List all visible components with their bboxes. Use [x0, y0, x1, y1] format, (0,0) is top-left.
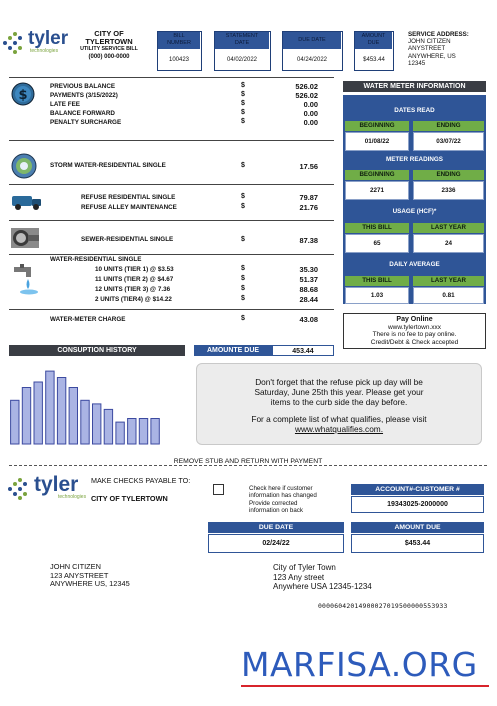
- amount-payments: 526.02: [295, 91, 318, 100]
- history-bar: [57, 378, 65, 445]
- divider: [9, 184, 334, 185]
- usage-last-year-value: 24: [413, 234, 484, 253]
- sewer-pipe-icon: [10, 226, 40, 250]
- meter-info-title: WATER METER INFORMATION: [343, 81, 486, 92]
- charge-penalty-surcharge: PENALTY SURCHARGE: [50, 119, 122, 126]
- charge-storm-water: STORM WATER-RESIDENTIAL SINGLE: [50, 162, 166, 169]
- dollar-sign: $: [241, 118, 245, 125]
- dollar-sign: $: [241, 236, 245, 243]
- charge-meter: WATER-METER CHARGE: [50, 316, 126, 323]
- stub-tyler-logo-text: tyler: [34, 473, 79, 496]
- usage-label: USAGE (HCF)*: [343, 207, 486, 217]
- dollar-sign: $: [241, 275, 245, 282]
- divider: [9, 254, 334, 255]
- address-change-checkbox[interactable]: [213, 484, 224, 495]
- history-bar: [139, 419, 147, 445]
- water-tier-2: 11 UNITS (TIER 2) @ $4.67: [95, 276, 174, 283]
- dollar-sign: $: [241, 193, 245, 200]
- stub-instruction: REMOVE STUB AND RETURN WITH PAYMENT: [173, 458, 323, 465]
- checks-payee: CITY OF TYLERTOWN: [91, 494, 168, 503]
- amount-water-tier-1: 35.30: [299, 265, 318, 274]
- consumption-history-title: CONSUPTION HISTORY: [9, 345, 185, 356]
- dollar-sign: $: [241, 203, 245, 210]
- reading-ending-value: 2336: [413, 181, 484, 200]
- due-date-label: DUE DATE: [283, 32, 341, 49]
- water-tier-4: 2 UNITS (TIER4) @ $14.22: [95, 296, 172, 303]
- city-line-3: UTILITY SERVICE BILL: [80, 46, 138, 52]
- divider: [9, 140, 334, 141]
- account-number-value: 19343025-2000000: [351, 496, 484, 513]
- notice-line-2: Saturday, June 25th this year. Please get your: [254, 387, 424, 397]
- tyler-logo: [3, 30, 73, 56]
- bill-number-label: BILL NUMBER: [158, 32, 200, 49]
- charges-top-rule: [9, 77, 334, 78]
- history-bar: [46, 371, 54, 444]
- readings-beginning-label: BEGINNING: [345, 170, 409, 180]
- date-ending-value: 03/07/22: [413, 132, 484, 151]
- statement-date-value: 04/02/2022: [226, 57, 258, 63]
- svg-text:$: $: [18, 88, 28, 103]
- amount-water-tier-3: 88.68: [299, 285, 318, 294]
- daily-this-bill-label: THIS BILL: [345, 276, 409, 286]
- daily-this-bill-value: 1.03: [345, 287, 409, 304]
- history-bar: [11, 400, 19, 444]
- stub-amount-due-label: AMOUNT DUE: [351, 522, 484, 533]
- history-bar: [93, 404, 101, 444]
- watermark-underline: [241, 685, 489, 687]
- dollar-sign: $: [241, 91, 245, 98]
- amount-storm-water: 17.56: [299, 162, 318, 171]
- water-faucet-icon: [10, 263, 40, 295]
- dollar-sign: $: [241, 162, 245, 169]
- daily-last-year-label: LAST YEAR: [413, 276, 484, 286]
- tear-line: [9, 465, 487, 466]
- tyler-logo-sub: technologies: [30, 48, 59, 54]
- dates-read-label: DATES READ: [343, 106, 486, 116]
- charge-balance-forward: BALANCE FORWARD: [50, 110, 115, 117]
- daily-average-label: DAILY AVERAGE: [343, 260, 486, 270]
- history-bar: [22, 388, 30, 445]
- city-line-2: TYLERTOWN: [85, 37, 133, 46]
- notice-box: [196, 363, 482, 445]
- pay-online-box: [343, 313, 486, 349]
- meter-readings-label: METER READINGS: [343, 155, 486, 165]
- water-section-title: WATER-RESIDENTIAL SINGLE: [50, 256, 142, 263]
- checks-payable-label: MAKE CHECKS PAYABLE TO:: [91, 476, 191, 485]
- water-tier-1: 10 UNITS (TIER 1) @ $3.53: [95, 266, 174, 273]
- history-bar: [81, 400, 89, 444]
- account-number-label: ACCOUNT#-CUSTOMER #: [351, 484, 484, 495]
- divider: [9, 220, 334, 221]
- amount-meter: 43.08: [299, 315, 318, 324]
- ocr-scanline: 00006042014900027019500000553933: [318, 602, 448, 610]
- stub-amount-due-value: $453.44: [351, 534, 484, 553]
- charge-sewer: SEWER-RESIDENTIAL SINGLE: [81, 236, 174, 243]
- pay-online-url[interactable]: www.tylertown.xxx: [387, 323, 442, 331]
- statement-date-label: STATEMENT DATE: [215, 32, 269, 49]
- watermark-text: MARFISA.ORG: [241, 645, 478, 684]
- dollar-sign: $: [241, 315, 245, 322]
- date-beginning-value: 01/08/22: [345, 132, 409, 151]
- usage-this-bill-value: 65: [345, 234, 409, 253]
- stub-due-date-value: 02/24/22: [208, 534, 344, 553]
- reading-beginning-value: 2271: [345, 181, 409, 200]
- dates-beginning-label: BEGINNING: [345, 121, 409, 131]
- service-address-label: SERVICE ADDRESS:: [408, 31, 469, 38]
- usage-last-year-label: LAST YEAR: [413, 223, 484, 233]
- pay-online-methods: Credit/Debt & Check accepted: [370, 338, 459, 346]
- usage-this-bill-label: THIS BILL: [345, 223, 409, 233]
- notice-line-4: For a complete list of what qualifies, please visit: [251, 414, 427, 424]
- stub-tyler-logo: [8, 475, 88, 503]
- readings-ending-label: ENDING: [413, 170, 484, 180]
- amount-water-tier-2: 51.37: [299, 275, 318, 284]
- dollar-sign: $: [241, 265, 245, 272]
- history-bar: [69, 388, 77, 445]
- charge-refuse-residential: REFUSE RESIDENTIAL SINGLE: [81, 194, 176, 201]
- amount-previous-balance: 526.02: [295, 82, 318, 91]
- bill-number-value: 100423: [168, 57, 190, 63]
- daily-last-year-value: 0.81: [413, 287, 484, 304]
- amount-refuse-alley: 21.76: [299, 203, 318, 212]
- amount-penalty-surcharge: 0.00: [303, 118, 318, 127]
- charge-payments: PAYMENTS (3/15/2022): [50, 92, 118, 99]
- water-tier-3: 12 UNITS (TIER 3) @ 7.36: [95, 286, 171, 293]
- city-line-1: CITY OF: [94, 29, 124, 38]
- history-bar: [151, 419, 159, 445]
- tyler-logo-mark: [3, 32, 25, 54]
- address-change-text: Check here if customer information has changed Provide corrected information on back: [249, 485, 317, 515]
- garbage-truck-icon: [10, 193, 44, 211]
- history-bar: [104, 409, 112, 444]
- dollar-sign: $: [241, 285, 245, 292]
- amount-late-fee: 0.00: [303, 100, 318, 109]
- history-amount-due-value: 453.44: [272, 345, 334, 356]
- amount-refuse-residential: 79.87: [299, 193, 318, 202]
- service-address: SERVICE ADDRESS: JOHN CITIZEN ANYSTREET ANYWHERE, US 12345: [408, 31, 494, 67]
- dollar-sign: $: [241, 100, 245, 107]
- charge-previous-balance: PREVIOUS BALANCE: [50, 83, 116, 90]
- customer-address: JOHN CITIZEN 123 ANYSTREET ANYWHERE US, 12345: [50, 562, 130, 588]
- dollar-sign: $: [241, 295, 245, 302]
- pay-online-fee-note: There is no fee to pay online.: [372, 331, 457, 339]
- consumption-history-chart: [9, 360, 161, 446]
- history-bar: [128, 419, 136, 445]
- dates-ending-label: ENDING: [413, 121, 484, 131]
- stub-due-date-label: DUE DATE: [208, 522, 344, 533]
- history-bar: [34, 382, 42, 444]
- charge-refuse-alley: REFUSE ALLEY MAINTENANCE: [81, 204, 177, 211]
- amount-due-label: AMOUNT DUE: [355, 32, 392, 49]
- charge-late-fee: LATE FEE: [50, 101, 80, 108]
- notice-line-3: items to the curb side the day before.: [270, 397, 408, 407]
- notice-line-1: Don't forget that the refuse pick up day will be: [255, 377, 423, 387]
- city-phone: (000) 000-0000: [88, 54, 130, 60]
- city-name-block: [74, 30, 144, 61]
- divider: [9, 309, 334, 310]
- stub-tyler-logo-mark: [8, 478, 30, 500]
- notice-link[interactable]: www.whatqualifies.com.: [294, 424, 384, 434]
- stub-tyler-logo-sub: technologies: [58, 494, 87, 500]
- history-amount-due-label: AMOUNTE DUE: [194, 345, 272, 356]
- amount-due-value: $453.44: [363, 57, 385, 63]
- dollar-sign: $: [241, 82, 245, 89]
- dollar-icon: [11, 82, 35, 106]
- amount-balance-forward: 0.00: [303, 109, 318, 118]
- pay-online-title: Pay Online: [396, 316, 433, 323]
- remit-address: City of Tyler Town 123 Any street Anywhere USA 12345-1234: [273, 563, 372, 591]
- tyler-logo-text: tyler: [28, 28, 69, 49]
- amount-water-tier-4: 28.44: [299, 295, 318, 304]
- due-date-value: 04/24/2022: [296, 57, 328, 63]
- dollar-sign: $: [241, 109, 245, 116]
- amount-sewer: 87.38: [299, 236, 318, 245]
- storm-water-seal-icon: [11, 153, 37, 179]
- history-bar: [116, 422, 124, 444]
